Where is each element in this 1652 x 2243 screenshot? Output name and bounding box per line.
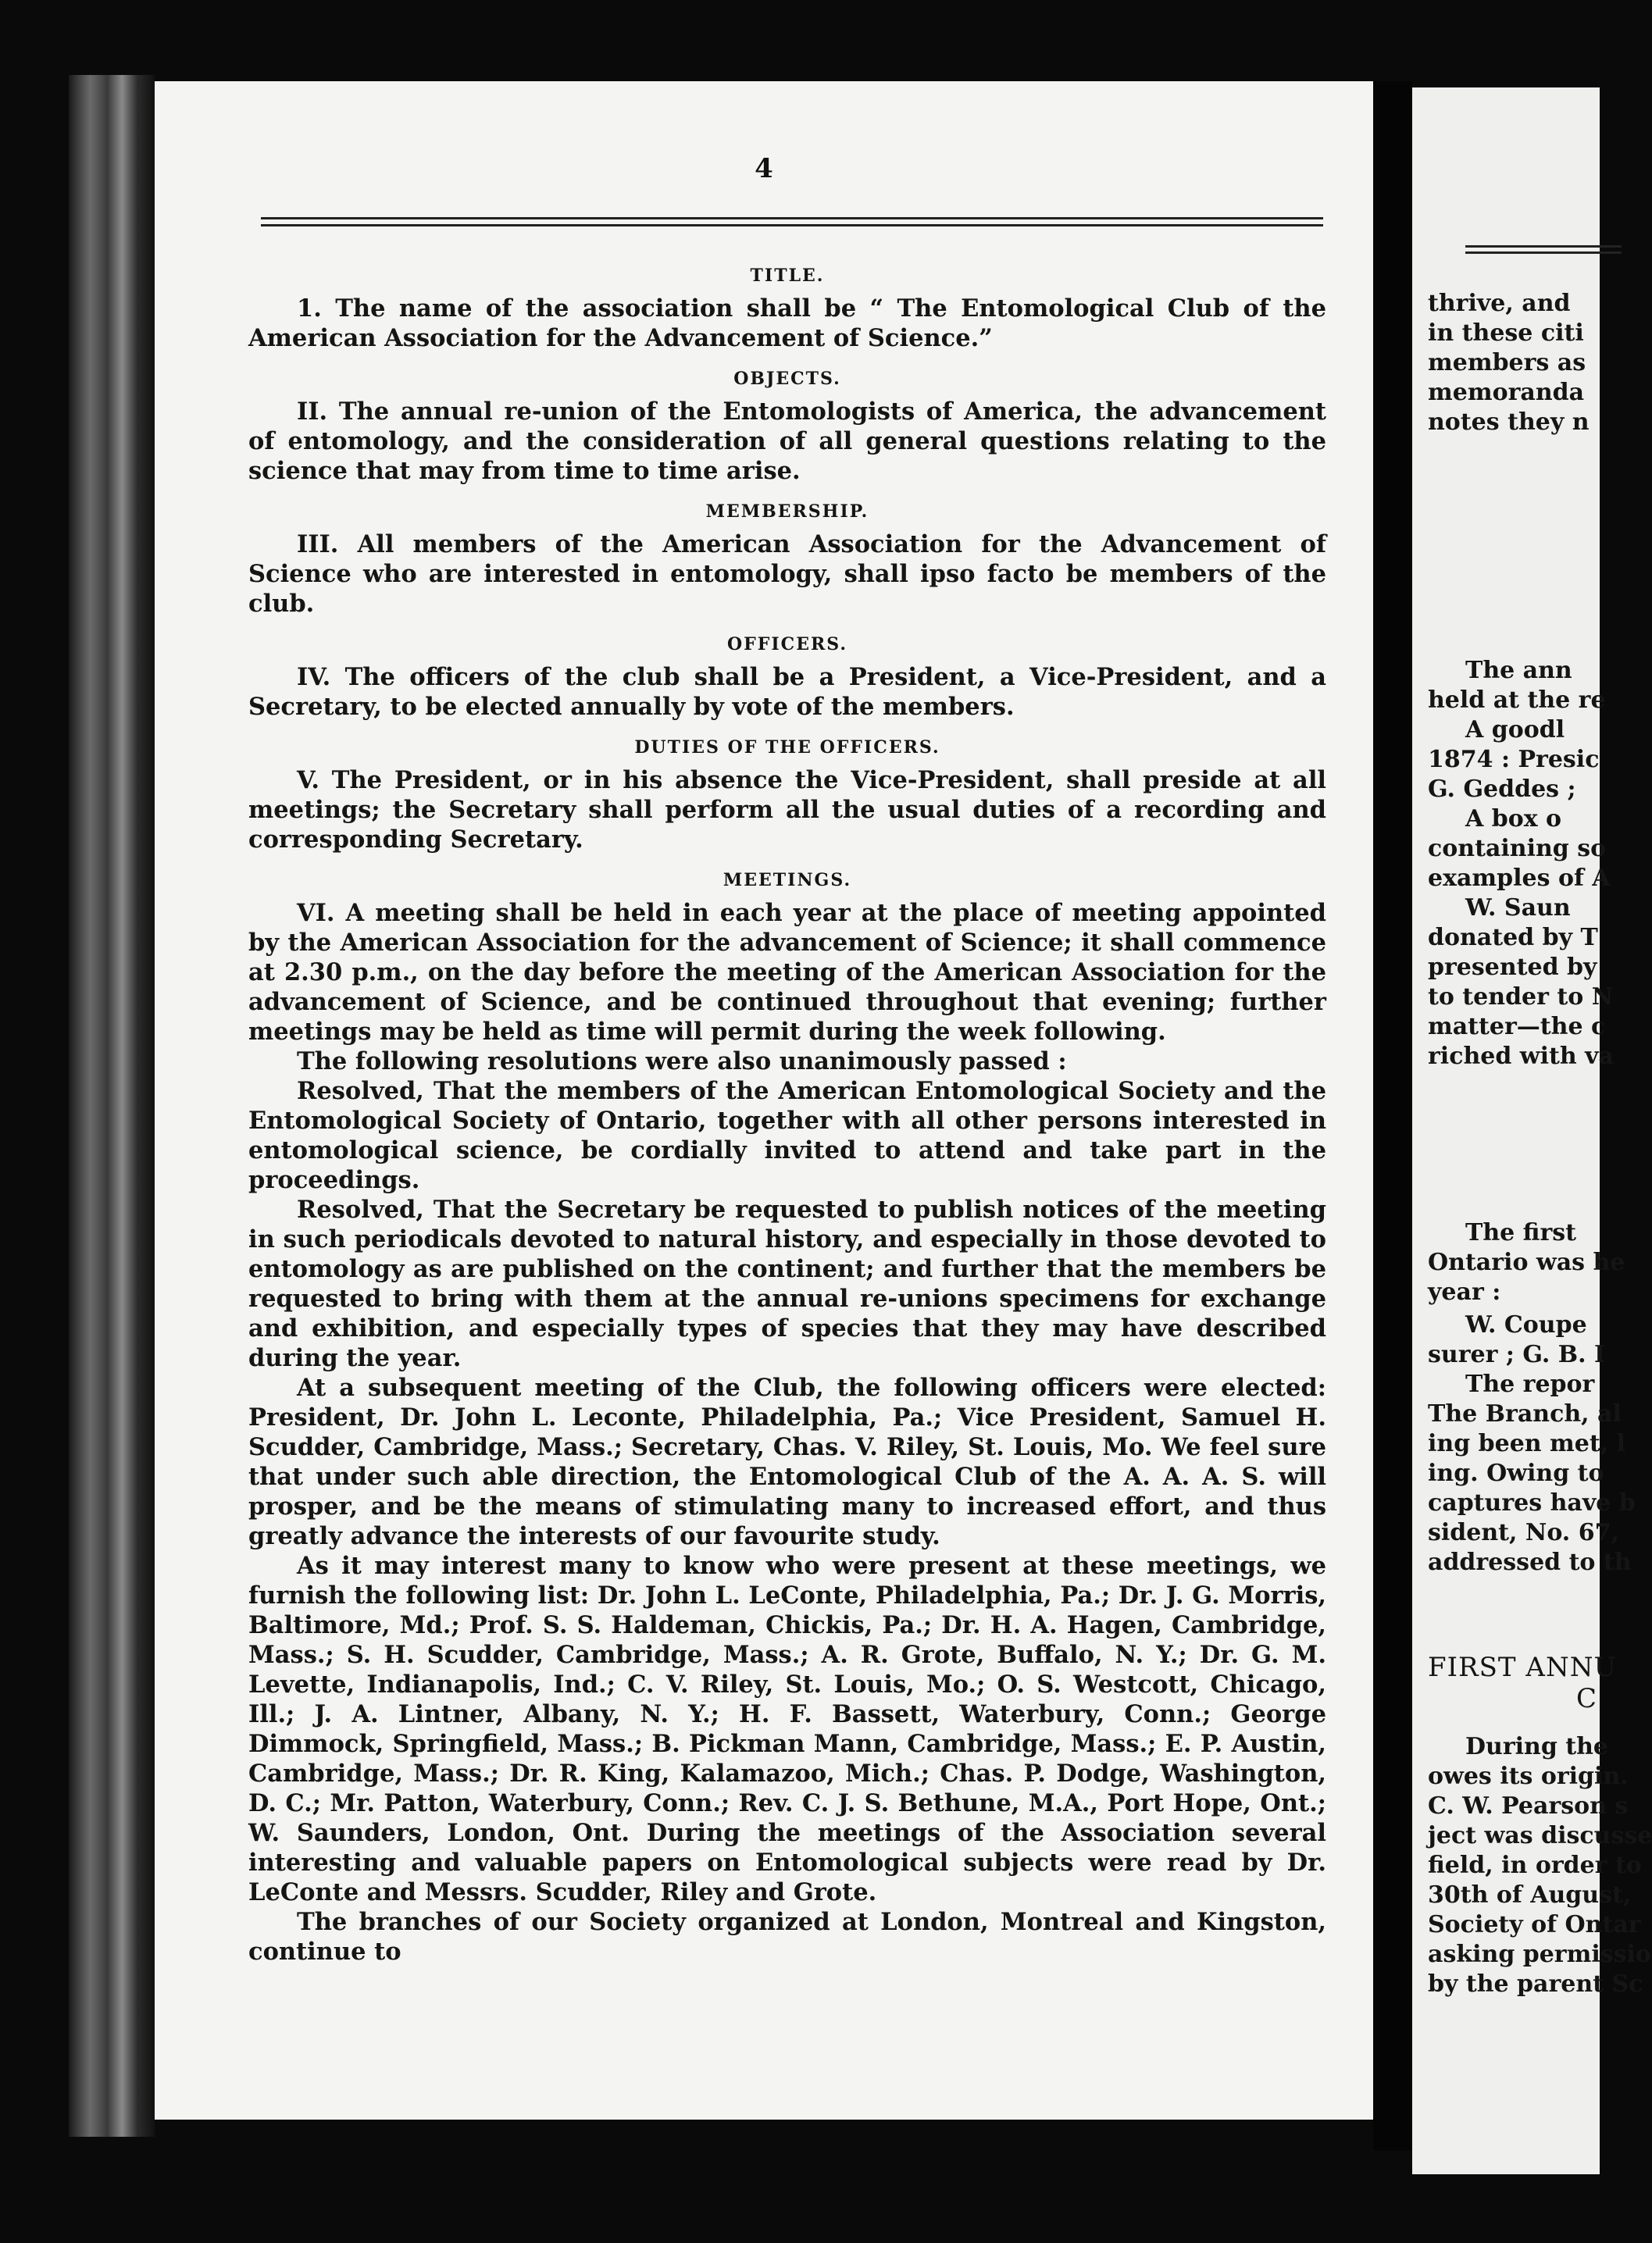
fragment-line: held at the re	[1428, 686, 1606, 714]
fragment-line: riched with va	[1428, 1043, 1614, 1070]
section-heading: MEMBERSHIP.	[705, 501, 869, 522]
paragraph: At a subsequent meeting of the Club, the following officers were elected: President, Dr. John L. Leconte, Philadelphia, Pa.; Vice President, Samuel H. Scudder, Cambridge, Mass.; Secretary, Chas. V. Riley, St. Louis, Mo. We feel sure that under such able direction, the Entomological Club of the A. A. A. S. will prosper, and be the means of stimulating many to increased effort, and thus greatly advance the interests of our favourite study.	[248, 1374, 1326, 1550]
fragment-line: ject was discusse	[1428, 1822, 1652, 1849]
paragraph: V. The President, or in his absence the Vice-President, shall preside at all meetings; the Secretary shall perform all the usual duties of a recording and corresponding Secretary.	[248, 766, 1326, 854]
section-heading: OBJECTS.	[733, 369, 841, 389]
fragment-line: The repor	[1465, 1371, 1595, 1398]
fragment-line: A box o	[1465, 805, 1562, 833]
fragment-line: to tender to N	[1428, 983, 1614, 1011]
fragment-line: year :	[1428, 1278, 1501, 1306]
fragment-line: ing. Owing to	[1428, 1460, 1604, 1487]
paragraph: II. The annual re-union of the Entomologists of America, the advancement of entomology, and the consideration of all general questions relating to the science that may from time to time arise.	[248, 398, 1326, 485]
fragment-line: Ontario was he	[1428, 1249, 1625, 1276]
page-gutter	[1373, 81, 1412, 2151]
fragment-line: donated by T	[1428, 924, 1598, 951]
fragment-line: 30th of August,	[1428, 1881, 1632, 1909]
paragraph: III. All members of the American Association for the Advancement of Science who are interested in entomology, shall ipso facto be members of the club.	[248, 530, 1326, 618]
paragraph: 1. The name of the association shall be “ The Entomological Club of the American Association for the Advancement of Science.”	[248, 294, 1326, 352]
left-page	[155, 81, 1373, 2120]
fragment-line: W. Coupe	[1465, 1311, 1587, 1339]
fragment-line: A goodl	[1465, 716, 1565, 744]
paragraph: Resolved, That the Secretary be requested to publish notices of the meeting in such periodicals devoted to natural history, and especially in those devoted to entomology as are published on the continent; and further that the members be requested to bring with them at the annual re-unions specimens for exchange and exhibition, and especially types of species that they may have described during the year.	[248, 1196, 1326, 1372]
fragment-line: notes they n	[1428, 408, 1590, 436]
document-body	[248, 255, 1326, 1967]
section-heading: MEETINGS.	[723, 870, 852, 890]
fragment-line: The Branch, al	[1428, 1400, 1622, 1428]
fragment-line: members as	[1428, 349, 1586, 376]
section-heading: TITLE.	[750, 266, 825, 286]
paragraph: The following resolutions were also unanimously passed :	[297, 1047, 1067, 1075]
fragment-line: addressed to th	[1428, 1549, 1632, 1576]
book-spine	[69, 75, 155, 2137]
fragment-line: The first	[1465, 1219, 1577, 1246]
fragment-line: G. Geddes ;	[1428, 776, 1576, 803]
fragment-line: memoranda	[1428, 379, 1585, 406]
header-rule-bottom	[1465, 251, 1622, 254]
fragment-line: W. Saun	[1465, 894, 1571, 922]
fragment-line: examples of A	[1428, 865, 1611, 892]
header-rule-top	[1465, 245, 1622, 248]
fragment-line: in these citi	[1428, 319, 1584, 347]
fragment-line: Society of Ontar	[1428, 1911, 1641, 1938]
right-page-fragment	[1412, 87, 1652, 2174]
fragment-heading: FIRST ANNU	[1428, 1652, 1618, 1683]
paragraph: The branches of our Society organized at London, Montreal and Kingston, continue to	[248, 1908, 1326, 1966]
paragraph: IV. The officers of the club shall be a President, a Vice-President, and a Secretary, to be elected annually by vote of the members.	[248, 663, 1326, 721]
header-rule-bottom	[261, 224, 1323, 226]
fragment-line: surer ; G. B. I	[1428, 1341, 1606, 1368]
fragment-line: During the	[1465, 1733, 1609, 1760]
fragment-line: containing so	[1428, 835, 1607, 862]
fragment-line: ing been met, l	[1428, 1430, 1626, 1457]
section-heading: OFFICERS.	[726, 634, 848, 654]
section-heading: DUTIES OF THE OFFICERS.	[634, 737, 940, 758]
fragment-line: field, in order to	[1428, 1852, 1642, 1879]
fragment-line: The ann	[1465, 657, 1572, 684]
fragment-line: captures have b	[1428, 1489, 1636, 1517]
fragment-line: matter—the c	[1428, 1013, 1606, 1040]
fragment-line: by the parent Sc	[1428, 1970, 1643, 1998]
header-rule-top	[261, 217, 1323, 219]
fragment-line: C. W. Pearson s	[1428, 1792, 1629, 1820]
fragment-line: sident, No. 67,	[1428, 1519, 1619, 1546]
fragment-line: owes its origin.	[1428, 1763, 1629, 1790]
page-number: 4	[755, 153, 773, 184]
paragraph: Resolved, That the members of the American Entomological Society and the Entomological Society of Ontario, together with all other persons interested in entomological science, be cordially invited to attend and take part in the proceedings.	[248, 1077, 1326, 1194]
paragraph: VI. A meeting shall be held in each year at the place of meeting appointed by the American Association for the advancement of Science; it shall commence at 2.30 p.m., on the day before the meeting of the American Association for the advancement of Science, and be continued throughout that evening; further meetings may be held as time will permit during the week following.	[248, 899, 1326, 1046]
fragment-heading: C	[1576, 1683, 1598, 1714]
fragment-line: 1874 : Presic	[1428, 746, 1600, 773]
fragment-line: thrive, and	[1428, 290, 1571, 317]
fragment-line: asking permissio	[1428, 1941, 1651, 1968]
fragment-line: presented by	[1428, 954, 1597, 981]
paragraph: As it may interest many to know who were present at these meetings, we furnish the following list: Dr. John L. LeConte, Philadelphia, Pa.; Dr. J. G. Morris, Baltimore, Md.; Prof. S. S. Haldeman, Chickis, Pa.; Dr. H. A. Hagen, Cambridge, Mass.; S. H. Scudder, Cambridge, Mass.; A. R. Grote, Buffalo, N. Y.; Dr. G. M. Levette, Indianapolis, Ind.; C. V. Riley, St. Louis, Mo.; O. S. Westcott, Chicago, Ill.; J. A. Lintner, Albany, N. Y.; H. F. Bassett, Waterbury, Conn.; George Dimmock, Springfield, Mass.; B. Pickman Mann, Cambridge, Mass.; E. P. Austin, Cambridge, Mass.; Dr. R. King, Kalamazoo, Mich.; Chas. P. Dodge, Washington, D. C.; Mr. Patton, Waterbury, Conn.; Rev. C. J. S. Bethune, M.A., Port Hope, Ont.; W. Saunders, London, Ont. During the meetings of the Association several interesting and valuable papers on Entomological subjects were read by Dr. LeConte and Messrs. Scudder, Riley and Grote.	[248, 1552, 1326, 1906]
